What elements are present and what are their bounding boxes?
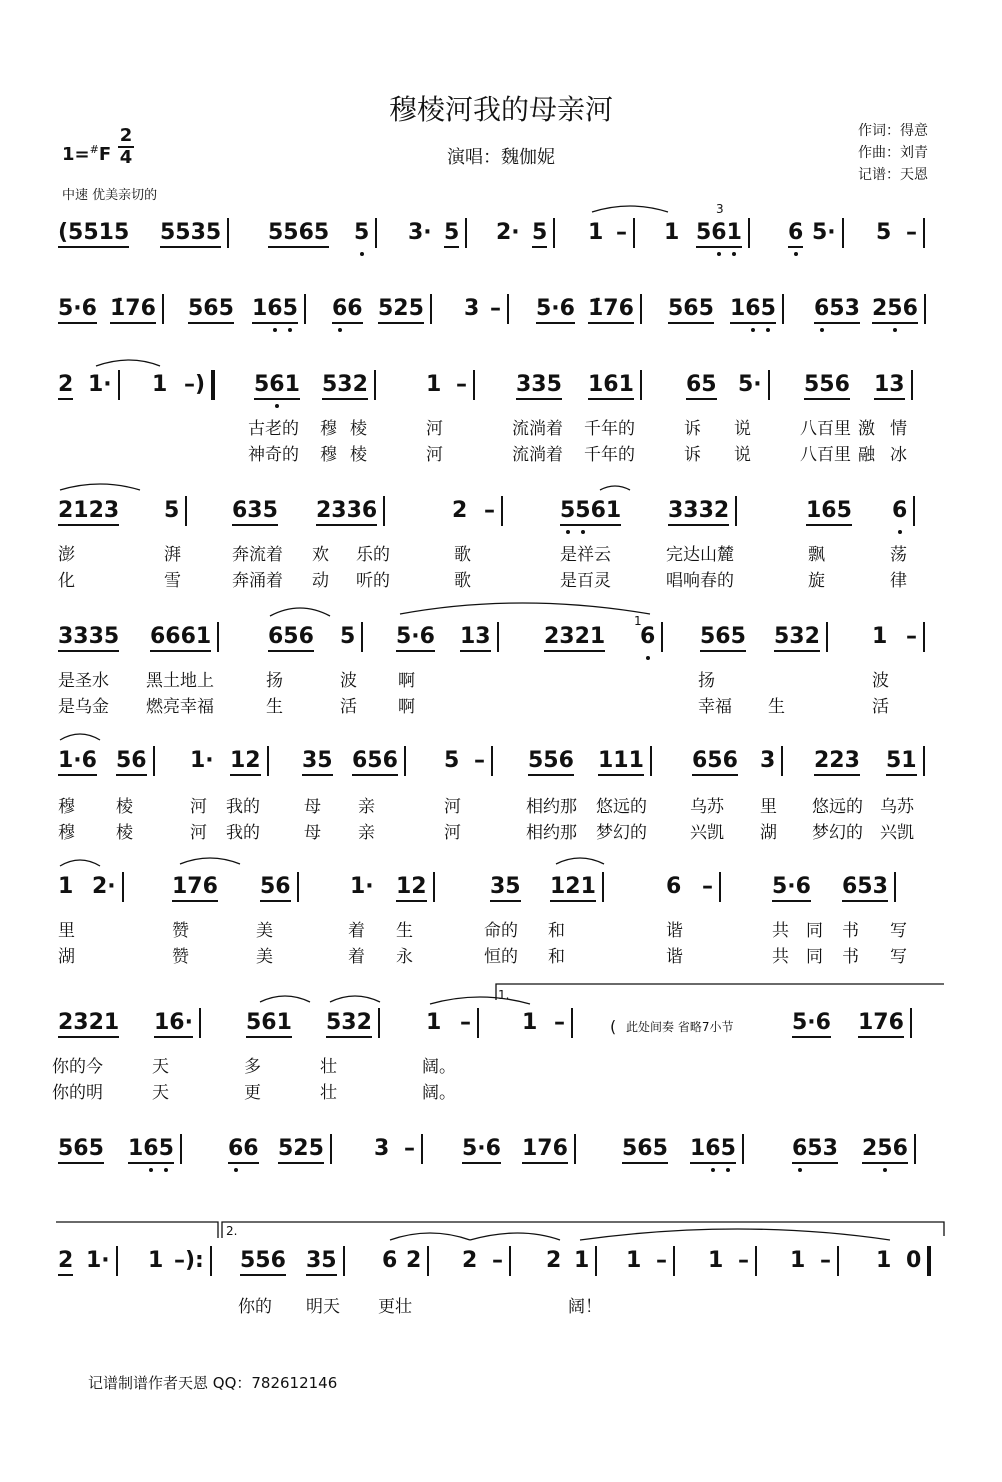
tempo-marking: 中速 优美亲切的 <box>62 188 158 203</box>
slur <box>592 206 668 212</box>
note-group: 2 <box>546 1248 562 1273</box>
lyric-word: 母 <box>304 797 321 817</box>
volta-bracket-end <box>56 1222 218 1238</box>
note-group: 2321 <box>544 624 605 650</box>
lyric-word: 化 <box>58 571 75 591</box>
note-group: –): <box>174 1248 204 1273</box>
lyric-word: 阔。 <box>422 1057 456 1077</box>
note-group: 1 <box>664 220 680 245</box>
note-group: 5535 <box>160 220 221 246</box>
note-group: 635 <box>232 498 278 524</box>
lyric-word: 多 <box>244 1057 261 1077</box>
lyric-word: 完达山麓 <box>666 545 734 565</box>
lyric-word: 兴凯 <box>880 823 914 843</box>
singer-credit: 演唱：魏伽妮 <box>447 147 555 168</box>
transcriber-credit: 记谱：天恩 <box>858 167 928 183</box>
note-group: – <box>492 1248 503 1273</box>
note-group: 1 <box>626 1248 642 1273</box>
note-group: 223 <box>814 748 860 774</box>
lyric-word: 旋 <box>808 571 825 591</box>
slur <box>96 360 160 366</box>
lyric-word: 生 <box>768 697 785 717</box>
lyric-word: 千年的 <box>584 445 635 465</box>
lyric-word: 冰 <box>890 445 907 465</box>
lyric-word: 同 <box>806 947 823 967</box>
lyric-word: 和 <box>548 921 565 941</box>
lyric-word: 是圣水 <box>58 671 109 691</box>
lyric-word: 荡 <box>890 545 907 565</box>
note-group: 121 <box>550 874 596 900</box>
note-group: 556 <box>240 1248 286 1274</box>
note-group: 1·6 <box>58 748 97 774</box>
note-group: 35 <box>490 874 521 900</box>
note-group: 2 <box>58 372 73 398</box>
slur <box>600 486 630 490</box>
lyric-word: 活 <box>340 697 357 717</box>
note-group: 3335 <box>58 624 119 650</box>
note-group: – <box>490 296 501 321</box>
lyric-word: 融 <box>858 445 875 465</box>
note-group: 1 <box>872 624 888 649</box>
note-group: 0 <box>906 1248 922 1273</box>
note-group: 56 <box>260 874 291 900</box>
lyric-word: 河 <box>190 797 207 817</box>
note-group: 5 <box>876 220 892 245</box>
note-group: 561 <box>254 372 300 398</box>
slur <box>180 858 240 864</box>
song-title: 穆棱河我的母亲河 <box>388 93 613 126</box>
note-group: 6661 <box>150 624 211 650</box>
lyric-word: 啊 <box>398 697 415 717</box>
slur <box>330 996 380 1002</box>
lyric-word: 扬 <box>698 671 715 691</box>
note-group: 6 <box>892 498 907 524</box>
note-group: –) <box>184 372 206 397</box>
note-group: 5561 <box>560 498 621 524</box>
note-group: 176 <box>522 1136 568 1162</box>
note-group: – <box>906 624 917 649</box>
note-group: 6 <box>666 874 682 899</box>
lyric-word: 穆 <box>320 445 337 465</box>
lyric-word: 扬 <box>266 671 283 691</box>
note-group: – <box>460 1010 471 1035</box>
note-group: 525 <box>378 296 424 322</box>
note-group: 1 <box>152 372 168 397</box>
lyric-word: 里 <box>760 797 777 817</box>
slur <box>390 1233 470 1240</box>
lyric-word: 是百灵 <box>560 571 611 591</box>
note-group: (5515 <box>58 220 129 246</box>
note-group: 1 <box>708 1248 724 1273</box>
note-group: 165 <box>806 498 852 524</box>
lyric-word: 燃亮幸福 <box>146 697 214 717</box>
note-group: 1 <box>876 1248 892 1273</box>
lyric-word: 明天 <box>306 1297 340 1317</box>
lyric-word: 相约那 <box>526 823 577 843</box>
note-group: 3 <box>374 1136 390 1161</box>
lyric-word: 悠远的 <box>596 797 647 817</box>
lyric-word: 阔！ <box>568 1297 602 1317</box>
note-group: 556 <box>804 372 850 398</box>
note-group: 532 <box>322 372 368 398</box>
lyric-word: 悠远的 <box>812 797 863 817</box>
note-group: 656 <box>268 624 314 650</box>
note-group: 1· <box>190 748 214 773</box>
lyric-word: 奔流着 <box>232 545 283 565</box>
lyric-word: 唱响春的 <box>666 571 734 591</box>
note-group: 561 <box>696 220 742 246</box>
note-group: 653 <box>792 1136 838 1162</box>
lyric-word: 流淌着 <box>512 419 563 439</box>
lyric-word: 乌苏 <box>690 797 724 817</box>
lyric-word: 歌 <box>454 545 471 565</box>
lyric-word: 河 <box>426 419 443 439</box>
note-group: 176 <box>172 874 218 900</box>
time-signature: 2 4 <box>119 125 133 168</box>
note-group: 6 <box>640 624 655 650</box>
note-group: 1 <box>790 1248 806 1273</box>
note-group: – <box>702 874 713 899</box>
slur <box>470 1233 560 1240</box>
lyric-word: 阔。 <box>422 1083 456 1103</box>
note-group: 35 <box>306 1248 337 1274</box>
lyric-word: 河 <box>444 823 461 843</box>
note-group: 653 <box>842 874 888 900</box>
note-group: 65 <box>686 372 717 398</box>
note-group: 256 <box>872 296 918 322</box>
lyric-word: 飘 <box>808 545 825 565</box>
lyric-word: 穆 <box>320 419 337 439</box>
lyric-word: 棱 <box>116 823 133 843</box>
note-group: 5 <box>354 220 369 246</box>
note-group: 5·6 <box>58 296 97 322</box>
slur <box>580 1229 890 1240</box>
lyric-word: 我的 <box>226 797 260 817</box>
note-group: – <box>456 372 467 397</box>
lyric-word: 你的今 <box>52 1057 103 1077</box>
lyric-word: 永 <box>396 947 413 967</box>
lyric-word: 着 <box>348 921 365 941</box>
lyric-word: 同 <box>806 921 823 941</box>
lyric-word: 棱 <box>350 445 367 465</box>
note-group: 66 <box>228 1136 259 1162</box>
note-group: 561 <box>246 1010 292 1036</box>
sharp-sign: # <box>89 143 99 156</box>
note-group: 5 <box>444 748 460 773</box>
lyric-word: 生 <box>266 697 283 717</box>
note-group: 6 <box>788 220 803 246</box>
lyric-word: 八百里 <box>800 445 851 465</box>
note-group: – <box>656 1248 667 1273</box>
note-group: 5·6 <box>396 624 435 650</box>
lyric-word: 湖 <box>58 947 75 967</box>
note-group: 532 <box>774 624 820 650</box>
lyric-word: 说 <box>734 419 751 439</box>
lyric-word: 兴凯 <box>690 823 724 843</box>
phrase-mark: 2. <box>226 1224 238 1238</box>
note-group: – <box>738 1248 749 1273</box>
note-group: 165 <box>252 296 298 322</box>
note-group: 335 <box>516 372 562 398</box>
lyric-word: 波 <box>872 671 889 691</box>
note-group: 1 <box>588 220 604 245</box>
lyric-word: 梦幻的 <box>812 823 863 843</box>
note-group: 13 <box>874 372 905 398</box>
lyric-word: 谐 <box>666 921 683 941</box>
lyric-word: 写 <box>890 947 907 967</box>
slur <box>60 734 100 740</box>
note-group: 2321 <box>58 1010 119 1036</box>
lyric-word: 更 <box>244 1083 261 1103</box>
note-group: 5· <box>738 372 762 397</box>
lyric-word: 更壮 <box>378 1297 412 1317</box>
slur <box>556 858 604 864</box>
note-group: 2· <box>92 874 116 899</box>
composer-credit: 作曲：刘青 <box>858 145 928 161</box>
note-group: 653 <box>814 296 860 322</box>
note-group: 1 <box>426 372 442 397</box>
lyric-word: 千年的 <box>584 419 635 439</box>
note-group: 5 <box>532 220 547 246</box>
lyric-word: 古老的 <box>248 419 299 439</box>
slur <box>260 996 310 1002</box>
lyric-word: 波 <box>340 671 357 691</box>
volta-bracket-1 <box>496 984 944 1000</box>
slur <box>400 603 650 614</box>
lyricist-credit: 作词：得意 <box>858 123 928 139</box>
note-group: 1· <box>88 372 112 397</box>
note-group: 3332 <box>668 498 729 524</box>
note-group: 5·6 <box>772 874 811 900</box>
note-group: 35 <box>302 748 333 774</box>
slur <box>60 484 140 490</box>
lyric-word: 你的 <box>238 1297 272 1317</box>
note-group: 5565 <box>268 220 329 246</box>
note-group: 1 <box>574 1248 590 1273</box>
slur <box>430 997 530 1004</box>
note-group: 1 <box>426 1010 442 1035</box>
lyric-word: 赞 <box>172 947 189 967</box>
note-group: 565 <box>188 296 234 322</box>
lyric-word: 流淌着 <box>512 445 563 465</box>
lyric-word: 你的明 <box>52 1083 103 1103</box>
lyric-word: 歌 <box>454 571 471 591</box>
volta-bracket-2 <box>222 1222 944 1238</box>
note-group: 161 <box>588 372 634 398</box>
lyric-word: 激 <box>858 419 875 439</box>
lyric-word: 棱 <box>350 419 367 439</box>
note-group: – <box>474 748 485 773</box>
note-group: 1̇76 <box>110 296 156 322</box>
lyric-word: 亲 <box>358 797 375 817</box>
lyric-word: 命的 <box>484 921 518 941</box>
lyric-word: 里 <box>58 921 75 941</box>
lyric-word: 雪 <box>164 571 181 591</box>
note-group: 3 <box>464 296 480 321</box>
note-group: 51 <box>886 748 917 774</box>
note-group: 2123 <box>58 498 119 524</box>
note-group: 2 <box>58 1248 73 1274</box>
note-group: 2336 <box>316 498 377 524</box>
note-group: 532 <box>326 1010 372 1036</box>
note-group: 12 <box>396 874 427 900</box>
note-group: 656 <box>352 748 398 774</box>
lyric-word: 情 <box>890 419 907 439</box>
note-group: 5 <box>164 498 180 523</box>
lyric-word: 美 <box>256 947 273 967</box>
lyric-word: 湃 <box>164 545 181 565</box>
lyric-word: 说 <box>734 445 751 465</box>
lyric-word: 乐的 <box>356 545 390 565</box>
note-group: 3 <box>760 748 776 773</box>
note-group: 165 <box>690 1136 736 1162</box>
note-group: 5·6 <box>462 1136 501 1162</box>
note-group: 2 <box>406 1248 422 1273</box>
note-group: 565 <box>700 624 746 650</box>
footer-credit: 记谱制谱作者天恩 QQ：782612146 <box>88 1374 338 1392</box>
lyric-word: 写 <box>890 921 907 941</box>
lyric-word: 赞 <box>172 921 189 941</box>
note-group: 256 <box>862 1136 908 1162</box>
lyric-word: 啊 <box>398 671 415 691</box>
interlude-note: 此处间奏 省略7小节 <box>626 1020 734 1034</box>
lyric-word: 壮 <box>320 1057 337 1077</box>
lyric-word: 书 <box>842 921 859 941</box>
note-group: 16· <box>154 1010 193 1036</box>
lyric-word: 生 <box>396 921 413 941</box>
lyric-word: 穆 <box>58 797 75 817</box>
slur <box>60 860 100 866</box>
lyric-word: 河 <box>190 823 207 843</box>
lyric-word: 恒的 <box>484 947 518 967</box>
lyric-word: 澎 <box>58 545 75 565</box>
slur <box>270 608 330 616</box>
note-group: 165 <box>730 296 776 322</box>
note-group: 525 <box>278 1136 324 1162</box>
note-group: 565 <box>668 296 714 322</box>
phrase-mark: 1. <box>498 988 510 1002</box>
note-group: 111 <box>598 748 644 774</box>
lyric-word: 着 <box>348 947 365 967</box>
lyric-word: 天 <box>152 1057 169 1077</box>
lyric-word: 梦幻的 <box>596 823 647 843</box>
phrase-mark: 1 <box>634 614 642 628</box>
note-group: 656 <box>692 748 738 774</box>
note-group: 5 <box>340 624 356 649</box>
note-group: 5 <box>444 220 459 246</box>
note-group: – <box>906 220 917 245</box>
note-group: 1 <box>522 1010 538 1035</box>
note-group: – <box>484 498 495 523</box>
lyric-word: 共 <box>772 947 789 967</box>
lyric-word: 八百里 <box>800 419 851 439</box>
lyric-word: 是祥云 <box>560 545 611 565</box>
lyric-word: 母 <box>304 823 321 843</box>
note-group: 165 <box>128 1136 174 1162</box>
lyric-word: 棱 <box>116 797 133 817</box>
lyric-word: 奔涌着 <box>232 571 283 591</box>
note-group: 565 <box>58 1136 104 1162</box>
lyric-word: 诉 <box>684 419 701 439</box>
note-group: 1 <box>58 874 74 899</box>
lyric-word: 和 <box>548 947 565 967</box>
lyric-word: 乌苏 <box>880 797 914 817</box>
lyric-word: 黑土地上 <box>146 671 214 691</box>
lyric-word: 听的 <box>356 571 390 591</box>
note-group: 2· <box>496 220 520 245</box>
note-group: – <box>404 1136 415 1161</box>
lyric-word: 穆 <box>58 823 75 843</box>
lyric-word: 动 <box>312 571 329 591</box>
lyric-word: 神奇的 <box>248 445 299 465</box>
key-signature: 1=#F <box>62 143 112 165</box>
note-group: 1̇76 <box>588 296 634 322</box>
phrase-mark: 3 <box>716 202 724 216</box>
note-group: 565 <box>622 1136 668 1162</box>
lyric-word: 共 <box>772 921 789 941</box>
note-group: 1· <box>86 1248 110 1273</box>
lyric-word: 书 <box>842 947 859 967</box>
note-group: 13 <box>460 624 491 650</box>
lyric-word: 律 <box>890 571 907 591</box>
note-group: 176 <box>858 1010 904 1036</box>
note-group: 3· <box>408 220 432 245</box>
note-group: 5·6 <box>536 296 575 322</box>
lyric-word: 我的 <box>226 823 260 843</box>
lyric-word: 河 <box>426 445 443 465</box>
note-group: – <box>554 1010 565 1035</box>
note-group: 1· <box>350 874 374 899</box>
lyric-word: 活 <box>872 697 889 717</box>
note-group: 1 <box>148 1248 164 1273</box>
note-group: 2 <box>462 1248 478 1273</box>
lyric-word: 湖 <box>760 823 777 843</box>
lyric-word: 诉 <box>684 445 701 465</box>
lyric-word: 是乌金 <box>58 697 109 717</box>
note-group: 6 <box>382 1248 398 1273</box>
note-group: 556 <box>528 748 574 774</box>
note-group: – <box>820 1248 831 1273</box>
lyric-word: 天 <box>152 1083 169 1103</box>
lyric-word: 壮 <box>320 1083 337 1103</box>
note-group: 5·6 <box>792 1010 831 1036</box>
note-group: 56 <box>116 748 147 774</box>
note-group: 66 <box>332 296 363 322</box>
lyric-word: 相约那 <box>526 797 577 817</box>
note-group: – <box>616 220 627 245</box>
lyric-word: 幸福 <box>698 697 732 717</box>
note-group: 12 <box>230 748 261 774</box>
lyric-word: 谐 <box>666 947 683 967</box>
note-group: 2 <box>452 498 468 523</box>
lyric-word: 美 <box>256 921 273 941</box>
lyric-word: 河 <box>444 797 461 817</box>
interlude-paren: ( <box>610 1017 617 1036</box>
lyric-word: 欢 <box>312 545 329 565</box>
note-group: 5· <box>812 220 836 245</box>
lyric-word: 亲 <box>358 823 375 843</box>
